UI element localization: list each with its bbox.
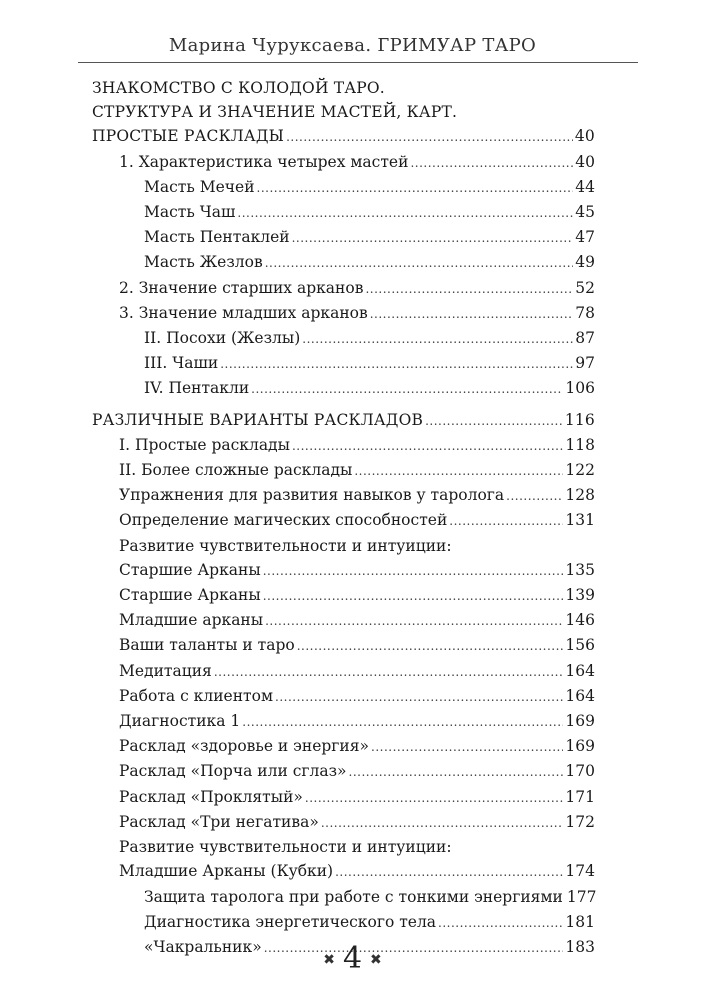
toc-entry-page: 49 [575, 253, 595, 272]
toc-entry-label: Диагностика энергетического тела [144, 912, 437, 931]
toc-entry[interactable] [92, 709, 595, 734]
toc-entry-label: Масть Пентаклей [144, 228, 290, 247]
leader-dots [265, 251, 574, 275]
leader-dots [214, 660, 564, 684]
toc-entry[interactable] [92, 250, 595, 275]
toc-entry[interactable] [92, 326, 595, 351]
toc-entry-page: 44 [575, 177, 595, 196]
toc-entry-label: Расклад «Три негатива» [119, 812, 319, 831]
toc-entry-label: Масть Жезлов [144, 253, 263, 272]
toc-entry-page: 116 [564, 410, 595, 429]
toc-entry[interactable] [92, 175, 595, 200]
toc-subheading: Развитие чувствительности и интуиции: [119, 838, 452, 857]
leader-dots [286, 125, 573, 149]
toc-entry-label: Упражнения для развития навыков у таролога [119, 486, 505, 505]
table-of-contents [92, 76, 595, 960]
toc-entry-page: 146 [565, 611, 595, 630]
toc-entry-label: ПРОСТЫЕ РАСКЛАДЫ [92, 127, 285, 146]
toc-entry-label: Расклад «Порча или сглаз» [119, 762, 347, 781]
toc-entry-page: 131 [565, 511, 595, 530]
leader-dots [349, 760, 564, 784]
toc-entry-label: «Чакральник» [144, 937, 262, 956]
toc-entry[interactable] [92, 608, 595, 633]
toc-entry-label: Диагностика 1 [119, 712, 241, 731]
toc-entry-page: 169 [565, 737, 595, 756]
ornament-left-icon: ✖ [323, 952, 335, 968]
leader-dots [305, 786, 564, 810]
toc-entry-label: Расклад «Проклятый» [119, 787, 303, 806]
toc-entry[interactable] [92, 633, 595, 658]
toc-entry-label: II. Более сложные расклады [119, 461, 353, 480]
toc-entry-page: 164 [565, 686, 595, 705]
section-title-line: ЗНАКОМСТВО С КОЛОДОЙ ТАРО. [92, 79, 385, 97]
leader-dots [292, 226, 574, 250]
toc-entry-page: 40 [575, 152, 595, 171]
toc-entry-page: 177 [566, 887, 597, 906]
leader-dots [449, 509, 563, 533]
toc-entry-page: 139 [565, 586, 595, 605]
toc-entry-label: Расклад «здоровье и энергия» [119, 737, 370, 756]
leader-dots [506, 484, 563, 508]
toc-entry-label: 1. Характеристика четырех мастей [119, 152, 409, 171]
toc-entry-label: 2. Значение старших арканов [119, 278, 364, 297]
toc-entry-page: 156 [565, 636, 595, 655]
leader-dots [370, 302, 574, 326]
toc-entry-page: 172 [565, 812, 595, 831]
toc-entry-page: 171 [565, 787, 595, 806]
toc-entry-label: Работа с клиентом [119, 686, 274, 705]
toc-entry-label: Младшие арканы [119, 611, 264, 630]
toc-entry-label: Защита таролога при работе с тонкими энергиями [144, 887, 563, 906]
toc-entry-label: Масть Мечей [144, 177, 255, 196]
header-divider [78, 62, 638, 63]
toc-entry[interactable] [92, 150, 595, 175]
toc-entry[interactable] [92, 859, 595, 884]
leader-dots [410, 151, 573, 175]
toc-entry-page: 118 [565, 435, 595, 454]
leader-dots [425, 409, 563, 433]
toc-entry-page: 40 [574, 127, 595, 146]
leader-dots [275, 685, 563, 709]
toc-subheading: Развитие чувствительности и интуиции: [119, 536, 452, 555]
leader-dots [321, 811, 564, 835]
leader-dots [265, 609, 563, 633]
toc-entry[interactable] [92, 200, 595, 225]
toc-entry[interactable] [92, 301, 595, 326]
toc-entry-page: 174 [565, 862, 595, 881]
toc-entry-page: 52 [575, 278, 595, 297]
section-title-line: СТРУКТУРА И ЗНАЧЕНИЕ МАСТЕЙ, КАРТ. [92, 103, 458, 122]
toc-entry[interactable] [92, 558, 595, 583]
leader-dots [220, 352, 573, 376]
toc-entry-label: III. Чаши [144, 354, 219, 373]
toc-entry[interactable] [92, 408, 595, 433]
toc-entry-page: 47 [575, 228, 595, 247]
toc-entry-label: Медитация [119, 661, 212, 680]
toc-entry-page: 122 [565, 461, 595, 480]
toc-entry[interactable] [92, 910, 595, 935]
toc-entry-label: Младшие Арканы (Кубки) [119, 862, 334, 881]
toc-entry-page: 87 [575, 329, 595, 348]
toc-entry[interactable] [92, 885, 595, 910]
toc-entry-label: I. Простые расклады [119, 435, 290, 454]
toc-entry-label: 3. Значение младших арканов [119, 303, 368, 322]
toc-entry-page: 169 [565, 712, 595, 731]
leader-dots [257, 176, 574, 200]
toc-entry[interactable] [92, 351, 595, 376]
leader-dots [335, 860, 563, 884]
toc-entry[interactable] [92, 785, 595, 810]
toc-entry-label: Определение магических способностей [119, 511, 448, 530]
toc-entry[interactable] [92, 276, 595, 301]
toc-entry[interactable] [92, 684, 595, 709]
toc-entry-page: 181 [565, 912, 595, 931]
toc-entry[interactable] [92, 508, 595, 533]
toc-entry-page: 135 [565, 560, 595, 579]
leader-dots [242, 710, 563, 734]
leader-dots [302, 327, 573, 351]
toc-entry-page: 45 [575, 203, 595, 222]
toc-entry[interactable] [92, 659, 595, 684]
leader-dots [292, 434, 563, 458]
toc-entry[interactable] [92, 376, 595, 401]
toc-entry[interactable] [92, 583, 595, 608]
toc-entry-page: 78 [575, 303, 595, 322]
leader-dots [354, 459, 563, 483]
toc-entry-page: 183 [565, 937, 595, 956]
toc-entry[interactable] [92, 458, 595, 483]
leader-dots [438, 911, 563, 935]
leader-dots [251, 377, 563, 401]
leader-dots [297, 634, 564, 658]
toc-entry-page: 106 [565, 379, 595, 398]
toc-entry-page: 97 [575, 354, 595, 373]
leader-dots [365, 277, 573, 301]
running-head: Марина Чуруксаева. ГРИМУАР ТАРО [168, 35, 537, 56]
toc-entry-page: 170 [565, 762, 595, 781]
toc-entry-label: IV. Пентакли [144, 379, 250, 398]
toc-entry-label: II. Посохи (Жезлы) [144, 329, 301, 348]
toc-entry[interactable] [92, 483, 595, 508]
leader-dots [371, 735, 563, 759]
toc-entry[interactable] [92, 225, 595, 250]
page-number-value: 4 [342, 941, 363, 976]
toc-entry[interactable] [92, 810, 595, 835]
toc-entry-label: Старшие Арканы [119, 560, 261, 579]
toc-entry[interactable] [92, 124, 595, 149]
leader-dots [237, 201, 573, 225]
leader-dots [263, 584, 564, 608]
toc-entry-page: 128 [565, 486, 595, 505]
leader-dots [263, 559, 564, 583]
toc-entry-label: РАЗЛИЧНЫЕ ВАРИАНТЫ РАСКЛАДОВ [92, 410, 424, 429]
toc-entry[interactable] [92, 433, 595, 458]
page-number [0, 941, 705, 976]
toc-entry[interactable] [92, 734, 595, 759]
ornament-right-icon: ✖ [370, 952, 382, 968]
toc-entry-page: 164 [565, 661, 595, 680]
toc-entry[interactable] [92, 759, 595, 784]
toc-entry-label: Ваши таланты и таро [119, 636, 295, 655]
toc-entry-label: Старшие Арканы [119, 586, 261, 605]
toc-entry-label: Масть Чаш [144, 203, 236, 222]
